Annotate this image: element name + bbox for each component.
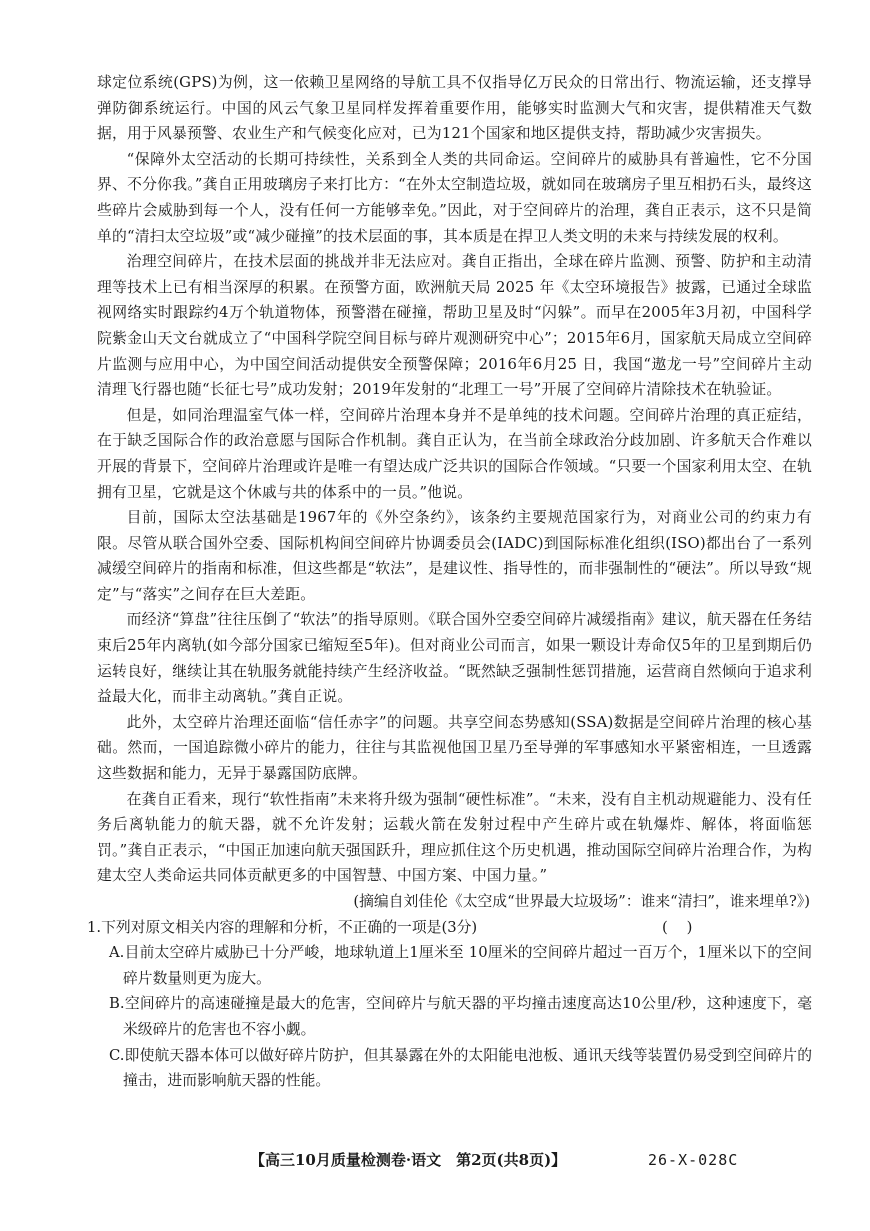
document-page [87,70,812,1094]
question-1 [87,915,812,941]
paragraph-trust-deficit: 此外，太空碎片治理还面临“信任赤字”的问题。共享空间态势感知(SSA)数据是空间碎片治理的核心基础。然而，一国追踪微小碎片的能力，往往与其监视他国卫星乃至导弹的军事感知水平紧密相连，一旦透露这些数据和能力，无异于暴露国防底牌。 [97,713,812,783]
paragraph-future-standards: 在龚自正看来，现行“软性指南”未来将升级为强制“硬性标准”。“未来，没有自主机动规避能力、没有任务后离轨能力的航天器，就不允许发射；运载火箭在发射过程中产生碎片或在轨爆炸、解体，将面临惩罚。”龚自正表示，“中国正加速向航天强国跃升，理应抓住这个历史机遇，推动国际空间碎片治理合作，为构建太空人类命运共同体贡献更多的中国智慧、中国方案、中国力量。” [97,790,812,885]
paragraph-gps: 球定位系统(GPS)为例，这一依赖卫星网络的导航工具不仅指导亿万民众的日常出行、物流运输，还支撑导弹防御系统运行。中国的风云气象卫星同样发挥着重要作用，能够实时监测大气和灾害，提供精准天气数据，用于风暴预警、农业生产和气候变化应对，已为121个国家和地区提供支持，帮助减少灾害损失。 [97,74,812,143]
paragraph-space-law: 目前，国际太空法基础是1967年的《外空条约》，该条约主要规范国家行为，对商业公司的约束力有限。尽管从联合国外空委、国际机构间空间碎片协调委员会(IADC)到国际标准化组织(ISO)都出台了一系列减缓空间碎片的指南和标准，但这些都是“软法”，是建议性、指导性的，而非强制性的“硬法”。所以导致“规定”与“落实”之间存在巨大差距。 [97,509,812,603]
answer-bracket: ( ) [662,918,693,936]
question-stem: 1.下列对原文相关内容的理解和分析，不正确的一项是(3分) [87,918,478,936]
paragraph-sustainability: “保障外太空活动的长期可持续性，关系到全人类的共同命运。空间碎片的威胁具有普遍性，它不分国界、不分你我。”龚自正用玻璃房子来打比方：“在外太空制造垃圾，就如同在玻璃房子里互相扔石头，最终这些碎片会威胁到每一个人，没有任何一方能够幸免。”因此，对于空间碎片的治理，龚自正表示，这不只是简单的“清扫太空垃圾”或“减少碰撞”的技术层面的事，其本质是在捍卫人类文明的未来与持续发展的权利。 [97,150,812,245]
paragraph-technology: 治理空间碎片，在技术层面的挑战并非无法应对。龚自正指出，全球在碎片监测、预警、防护和主动清理等技术上已有相当深厚的积累。在预警方面，欧洲航天局 2025 年《太空环境报告》披露，已通过全球监视网络实时跟踪约4万个轨道物体，预警潜在碰撞，帮助卫星及时“闪躲”。而早在2005年3月初，中国科学院紫金山天文台就成立了“中国科学院空间目标与碎片观测研究中心”；2015年6月，国家航天局成立空间碎片监测与应用中心，为中国空间活动提供安全预警保障；2016年6月25 日，我国“遨龙一号”空间碎片主动清理飞行器也随“长征七号”成功发射；2019年发射的“北理工一号”开展了空间碎片清除技术在轨验证。 [97,253,812,399]
option-a: A.目前太空碎片威胁已十分严峻，地球轨道上1厘米至 10厘米的空间碎片超过一百万个，1厘米以下的空间碎片数量则更为庞大。 [109,944,812,987]
footer-label: 【高三10月质量检测卷·语文 第2页(共8页)】 [250,1151,567,1169]
source-citation: (摘编自刘佳伦《太空成“世界最大垃圾场”：谁来“清扫”，谁来埋单?》) [353,893,810,910]
footer-code: 26-X-028C [648,1151,739,1169]
paragraph-economics: 而经济“算盘”往往压倒了“软法”的指导原则。《联合国外空委空间碎片减缓指南》建议，航天器在任务结束后25年内离轨(如今部分国家已缩短至5年)。但对商业公司而言，如果一颗设计寿命仅5年的卫星到期后仍运转良好，继续让其在轨服务就能持续产生经济收益。“既然缺乏强制性惩罚措施，运营商自然倾向于追求利益最大化，而非主动离轨。”龚自正说。 [97,611,812,706]
option-c: C.即使航天器本体可以做好碎片防护，但其暴露在外的太阳能电池板、通讯天线等装置仍易受到空间碎片的撞击，进而影响航天器的性能。 [109,1046,812,1090]
article-body [97,70,812,889]
option-b: B.空间碎片的高速碰撞是最大的危害，空间碎片与航天器的平均撞击速度高达10公里/秒，这种速度下，毫米级碎片的危害也不容小觑。 [109,995,812,1038]
paragraph-cooperation: 但是，如同治理温室气体一样，空间碎片治理本身并不是单纯的技术问题。空间碎片治理的真正症结，在于缺乏国际合作的政治意愿与国际合作机制。龚自正认为，在当前全球政治分歧加剧、许多航天合作难以开展的背景下，空间碎片治理或许是唯一有望达成广泛共识的国际合作领域。“只要一个国家利用太空、在轨拥有卫星，它就是这个休戚与共的体系中的一员。”他说。 [97,406,812,501]
